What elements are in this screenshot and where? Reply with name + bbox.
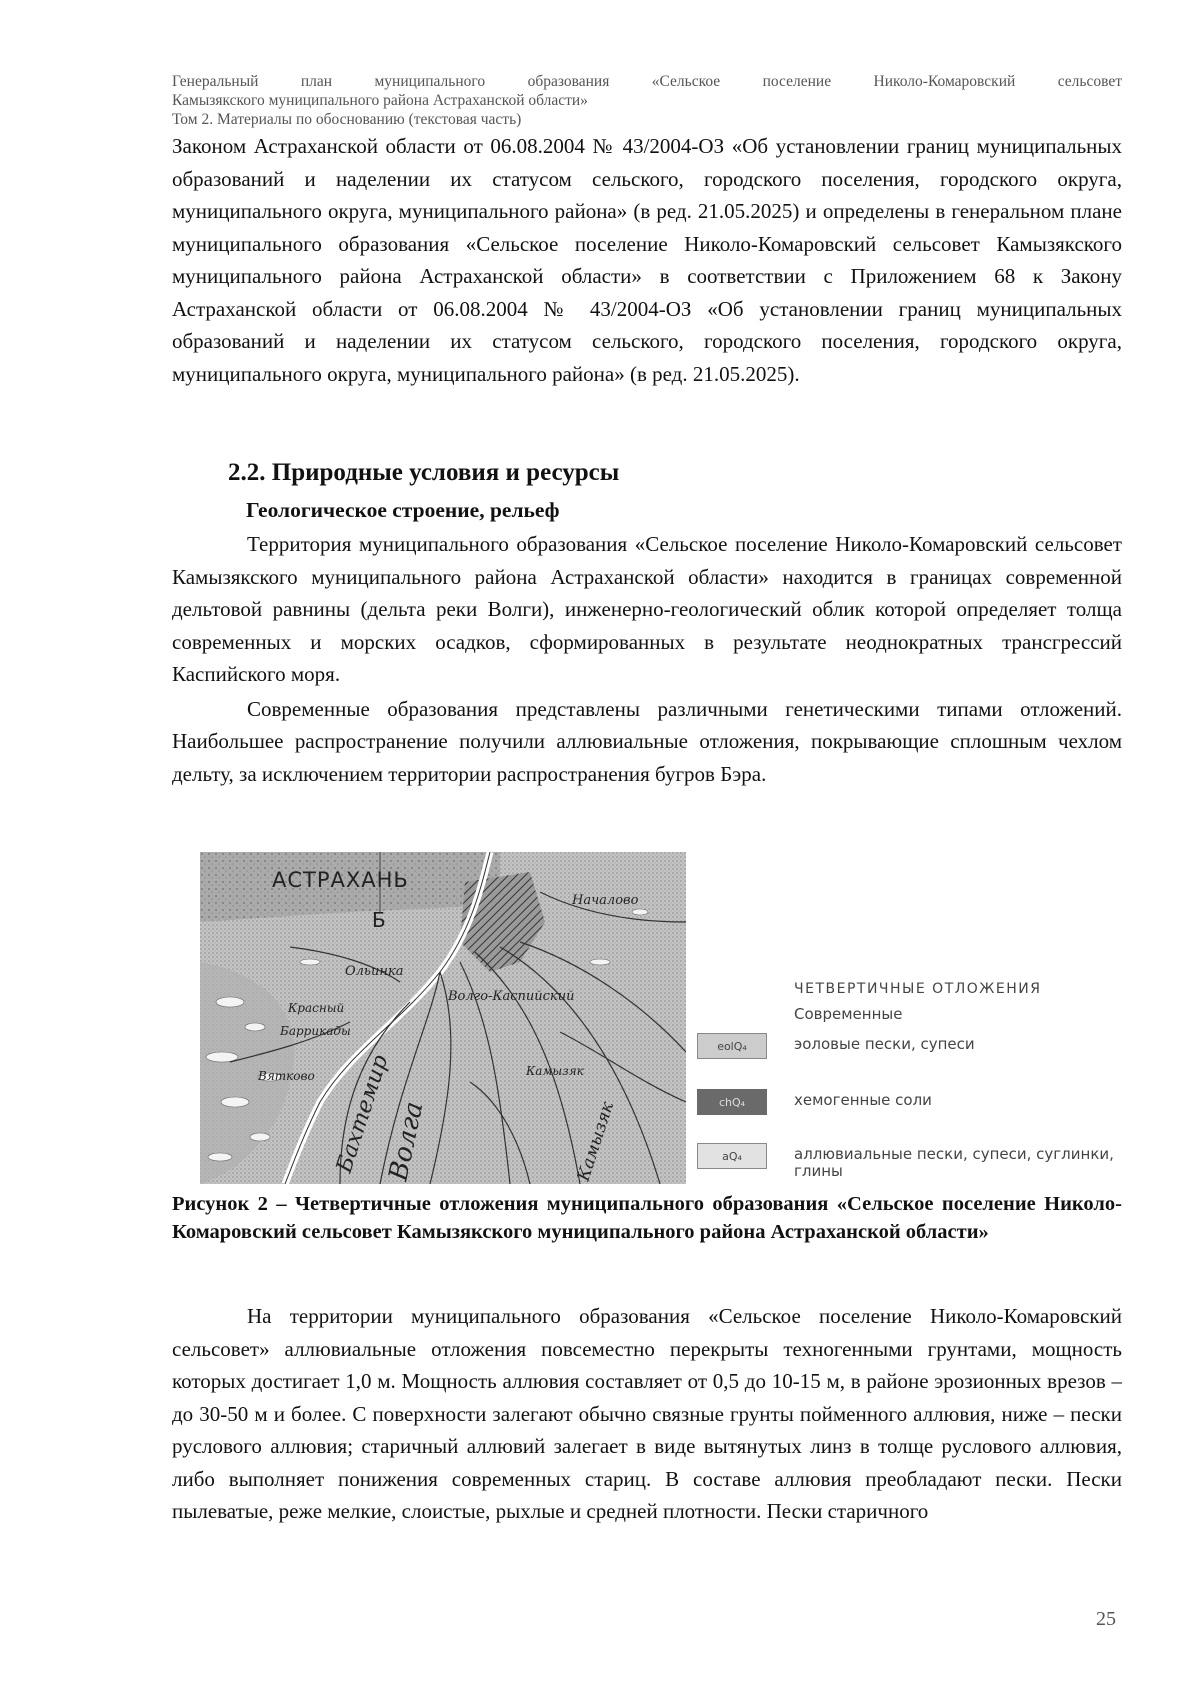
legend-item (697, 1033, 1137, 1073)
section-body (172, 528, 1122, 790)
section-paragraph-1: Территория муниципального образования «Сельское поселение Николо-Комаровский сельсовет Камызякского муниципального района Астраханской области» находится в границах современной дельтовой равнины (дельта реки Волги), инженерно-геологический облик которой определяет толща современных и морских осадков, сформированных в результате неоднократных трансгрессий Каспийского моря. (172, 532, 1122, 686)
map-label-vyatkovo: Вятково (258, 1069, 315, 1083)
figure-caption-block (172, 1190, 1122, 1246)
map-label-barrikady: Баррикады (280, 1024, 351, 1038)
map-label-kamyzyak: Камызяк (526, 1064, 584, 1078)
intro-paragraph: Законом Астраханской области от 06.08.2004 № 43/2004-ОЗ «Об установлении границ муниципальных образований и наделении их статусом сельского, городского поселения, городского округа, муниципального округа, муниципального района» (в ред. 21.05.2025) и определены в генеральном плане муниципального образования «Сельское поселение Николо-Комаровский сельсовет Камызякского муниципального района Астраханской области» в соответствии с Приложением 68 к Закону Астраханской области от 06.08.2004 № 43/2004-ОЗ «Об установлении границ муниципальных образований и наделении их статусом сельского, городского поселения, городского округа, муниципального округа, муниципального района» (в ред. 21.05.2025). (172, 134, 1122, 386)
legend-label-chemogenic: хемогенные соли (794, 1091, 932, 1109)
map-label-city: АСТРАХАНЬ (272, 868, 409, 892)
map-label-olinka: Ольинка (345, 964, 404, 979)
page-number: 25 (1096, 1608, 1116, 1630)
header-line-2: Камызякского муниципального района Астраханской области» (172, 92, 588, 109)
geology-map-svg (200, 852, 686, 1184)
legend-item (697, 1143, 1137, 1183)
map-label-kamyzyak-river: Камызяк (573, 1099, 619, 1184)
section-paragraph-2: Современные образования представлены различными генетическими типами отложений. Наибольшее распространение получили аллювиальные отложения, покрывающие сплошным чехлом дельту, за исключением территории распространения бугров Бэра. (172, 696, 1122, 786)
subsection-title: Геологическое строение, рельеф (246, 498, 560, 522)
map-label-volga: Волга (383, 1098, 430, 1184)
legend-label-eolian: эоловые пески, супеси (794, 1035, 975, 1053)
running-header (172, 72, 1122, 129)
map-label-krasny: Красный (288, 1001, 345, 1015)
legend-subheading: Современные (794, 1005, 903, 1023)
map-label-bakhtemir: Бахтемир (331, 1052, 394, 1176)
legend-label-alluvial: аллювиальные пески, супеси, суглинки, глины (794, 1145, 1114, 1180)
header-line-3: Том 2. Материалы по обоснованию (текстовая часть) (172, 111, 522, 128)
intro-paragraph-block (172, 130, 1122, 390)
legend-swatch-eolian: eolQ₄ (697, 1033, 767, 1059)
map-label-nachalovo: Началово (572, 893, 639, 908)
legend-item (697, 1089, 1137, 1129)
legend-heading: ЧЕТВЕРТИЧНЫЕ ОТЛОЖЕНИЯ (794, 981, 1042, 997)
map-label-b: Б (372, 908, 386, 932)
header-line-1: Генеральный план муниципального образования «Сельское поселение Николо-Комаровский сельсовет (172, 73, 1122, 90)
legend-swatch-chemogenic: chQ₄ (697, 1089, 767, 1115)
geology-map (200, 852, 686, 1184)
legend-swatch-alluvial: aQ₄ (697, 1143, 767, 1169)
closing-paragraph: На территории муниципального образования «Сельское поселение Николо-Комаровский сельсовет» аллювиальные отложения повсеместно перекрыты техногенными грунтами, мощность которых достигает 1,0 м. Мощность аллювия составляет от 0,5 до 10-15 м, в районе эрозионных врезов – до 30-50 м и более. С поверхности залегают обычно связные грунты пойменного аллювия, ниже – пески руслового аллювия; старичный аллювий залегает в виде вытянутых линз в толще руслового аллювия, либо выполняет понижения современных стариц. В составе аллювия преобладают пески. Пески пылеватые, реже мелкие, слоистые, рыхлые и средней плотности. Пески старичного (172, 1304, 1122, 1523)
map-label-volgo-kaspiysky: Волго-Каспийский (448, 989, 575, 1004)
section-title: 2.2. Природные условия и ресурсы (228, 459, 620, 486)
closing-paragraph-block (172, 1300, 1122, 1528)
figure-caption: Рисунок 2 – Четвертичные отложения муниципального образования «Сельское поселение Николо-Комаровский сельсовет Камызякского муниципального района Астраханской области» (172, 1193, 1122, 1243)
